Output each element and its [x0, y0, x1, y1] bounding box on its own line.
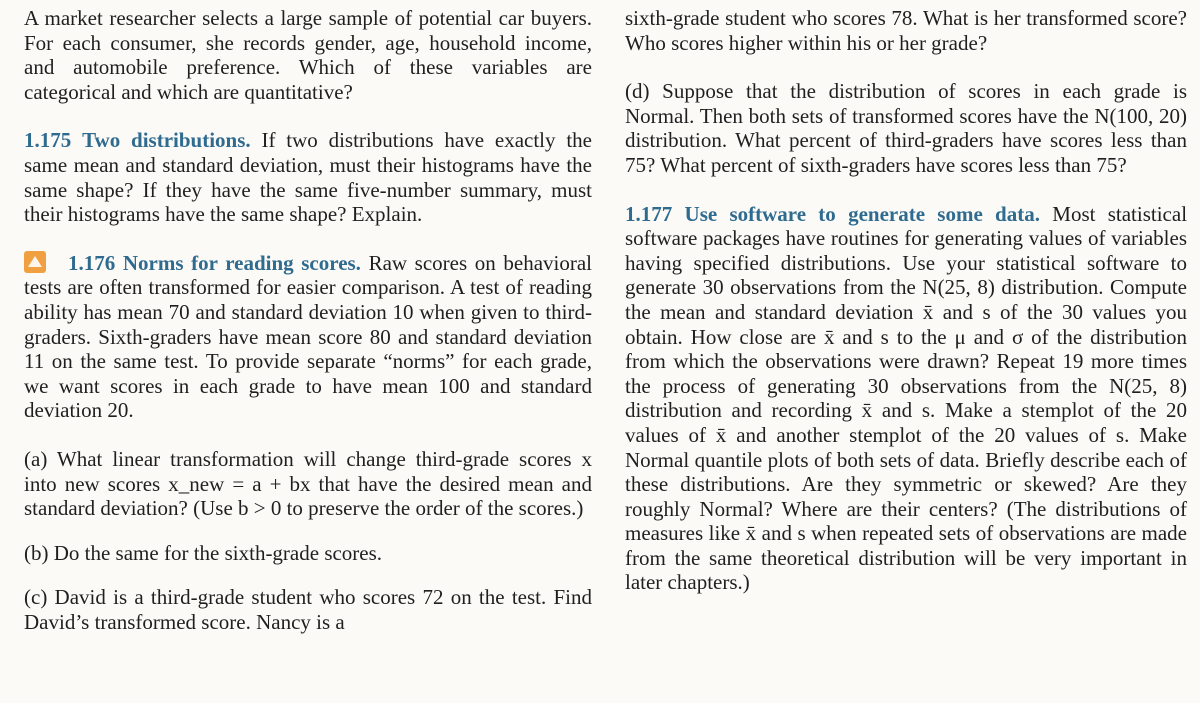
exercise-1-175: [24, 128, 592, 226]
exercise-number: 1.175: [24, 128, 72, 153]
intro-paragraph: A market researcher selects a large sample of potential car buyers. For each consumer, she records gender, age, household income, and automobile preference. Which of these variables are categorical and which are quantitative?: [24, 6, 592, 104]
exercise-title: Use software to generate some data.: [684, 201, 1040, 226]
part-c-start: (c) David is a third-grade student who scores 72 on the test. Find David’s transformed score. Nancy is a: [24, 585, 592, 634]
left-column: [24, 6, 592, 634]
part-c-end: sixth-grade student who scores 78. What is her transformed score? Who scores higher within his or her grade?: [625, 6, 1187, 55]
part-a: (a) What linear transformation will change third-grade scores x into new scores x_new = a + bx that have the desired mean and standard deviation? (Use b > 0 to preserve the order of the scores.): [24, 446, 592, 521]
exercise-1-177: [625, 202, 1187, 596]
applet-flag-icon: [24, 251, 60, 273]
right-column: [625, 6, 1187, 595]
part-b: (b) Do the same for the sixth-grade scores.: [24, 540, 383, 565]
part-d: (d) Suppose that the distribution of scores in each grade is Normal. Then both sets of transformed scores have the N(100, 20) distribution. What percent of third-graders have scores less than 75? What percent of sixth-graders have scores less than 75?: [625, 79, 1187, 177]
exercise-title: Norms for reading scores.: [122, 250, 361, 275]
exercise-text: Raw scores on behavioral tests are often transformed for easier comparison. A test of reading ability has mean 70 and standard deviation 10 when given to third-graders. Sixth-graders have mean score 80 and standard deviation 11 on the same test. To provide separate “norms” for each grade, we want scores in each grade to have mean 100 and standard deviation 20.: [24, 250, 592, 423]
exercise-number: 1.176: [68, 250, 116, 275]
exercise-title: Two distributions.: [82, 128, 251, 153]
exercise-text: If two distributions have exactly the same mean and standard deviation, must their histograms have the same shape? If they have the same five-number summary, must their histograms have the same shape? Explain.: [24, 128, 592, 227]
exercise-text: Most statistical software packages have routines for generating values of variables having specified distributions. Use your statistical software to generate 30 observations from the N(25, 8) distribution. Compute the mean and standard deviation x̄ and s of the 30 values you obtain. How close are x̄ and s to the μ and σ of the distribution from which the observations were drawn? Repeat 19 more times the process of generating 30 observations from the N(25, 8) distribution and recording x̄ and s. Make a stemplot of the 20 values of x̄ and another stemplot of the 20 values of s. Make Normal quantile plots of both sets of data. Briefly describe each of these distributions. Are they symmetric or skewed? Are they roughly Normal? Where are their centers? (The distributions of measures like x̄ and s when repeated sets of observations are made from the same theoretical distribution will be very important in later chapters.): [625, 201, 1188, 595]
exercise-1-176: [24, 251, 592, 423]
exercise-number: 1.177: [625, 201, 673, 226]
